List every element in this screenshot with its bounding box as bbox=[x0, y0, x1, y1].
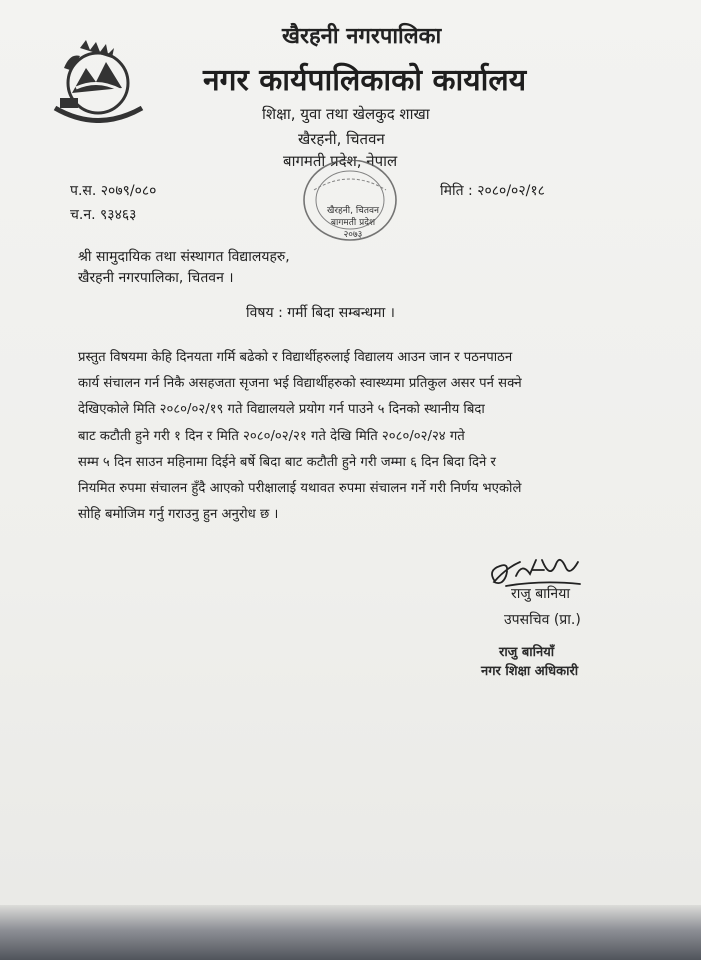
signatory-title: उपसचिव (प्रा.) bbox=[504, 612, 581, 628]
letter-date: मिति : २०८०/०२/१८ bbox=[440, 183, 545, 199]
reference-number: प.स. २०७९/०८० bbox=[70, 183, 157, 199]
page-edge-shadow bbox=[0, 905, 701, 960]
office-location: खैरहनी, चितवन bbox=[298, 130, 385, 148]
recipient-line: खैरहनी नगरपालिका, चितवन । bbox=[78, 270, 234, 286]
stamp-name: राजु बानियाँ bbox=[499, 645, 555, 660]
seal-line: बागमती प्रदेश bbox=[330, 218, 376, 228]
branch-name: शिक्षा, युवा तथा खेलकुद शाखा bbox=[262, 105, 430, 123]
office-name: नगर कार्यपालिकाको कार्यालय bbox=[203, 63, 527, 98]
body-line: देखिएकोले मिति २०८०/०२/१९ गते विद्यालयले प्रयोग गर्न पाउने ५ दिनको स्थानीय बिदा bbox=[78, 402, 485, 417]
seal-text bbox=[318, 205, 388, 241]
seal-line: खैरहनी, चितवन bbox=[326, 206, 380, 216]
body-line: कार्य संचालन गर्न निकै असहजता सृजना भई विद्यार्थीहरुको स्वास्थ्यमा प्रतिकुल असर पर्न सक्ने bbox=[78, 376, 522, 391]
letter-subject: विषय : गर्मी बिदा सम्बन्धमा । bbox=[246, 305, 395, 321]
body-line: बाट कटौती हुने गरी १ दिन र मिति २०८०/०२/२१ गते देखि मिति २०८०/०२/२४ गते bbox=[78, 429, 465, 444]
signatory-name: राजु बानिया bbox=[511, 586, 570, 602]
stamp-title: नगर शिक्षा अधिकारी bbox=[481, 664, 579, 679]
body-line: सम्म ५ दिन साउन महिनामा दिईने बर्षे बिदा बाट कटौती हुने गरी जम्मा ६ दिन बिदा दिने र bbox=[78, 455, 496, 470]
nepal-emblem-icon bbox=[50, 38, 150, 123]
body-line: सोहि बमोजिम गर्नु गराउनु हुन अनुरोध छ । bbox=[78, 507, 279, 522]
municipality-name: खैरहनी नगरपालिका bbox=[282, 24, 442, 49]
seal-line: २०७३ bbox=[343, 230, 363, 240]
body-line: नियमित रुपमा संचालन हुँदै आएको परीक्षालाई यथावत रुपमा संचालन गर्ने गरी निर्णय भएकोले bbox=[78, 481, 522, 496]
body-line: प्रस्तुत विषयमा केहि दिनयता गर्मि बढेको र विद्यार्थीहरुलाई विद्यालय आउन जान र पठनपाठन bbox=[78, 350, 513, 365]
dispatch-number: च.न. ९३४६३ bbox=[70, 207, 137, 223]
recipient-line: श्री सामुदायिक तथा संस्थागत विद्यालयहरु, bbox=[78, 249, 290, 265]
office-province: बागमती प्रदेश, नेपाल bbox=[283, 152, 398, 170]
